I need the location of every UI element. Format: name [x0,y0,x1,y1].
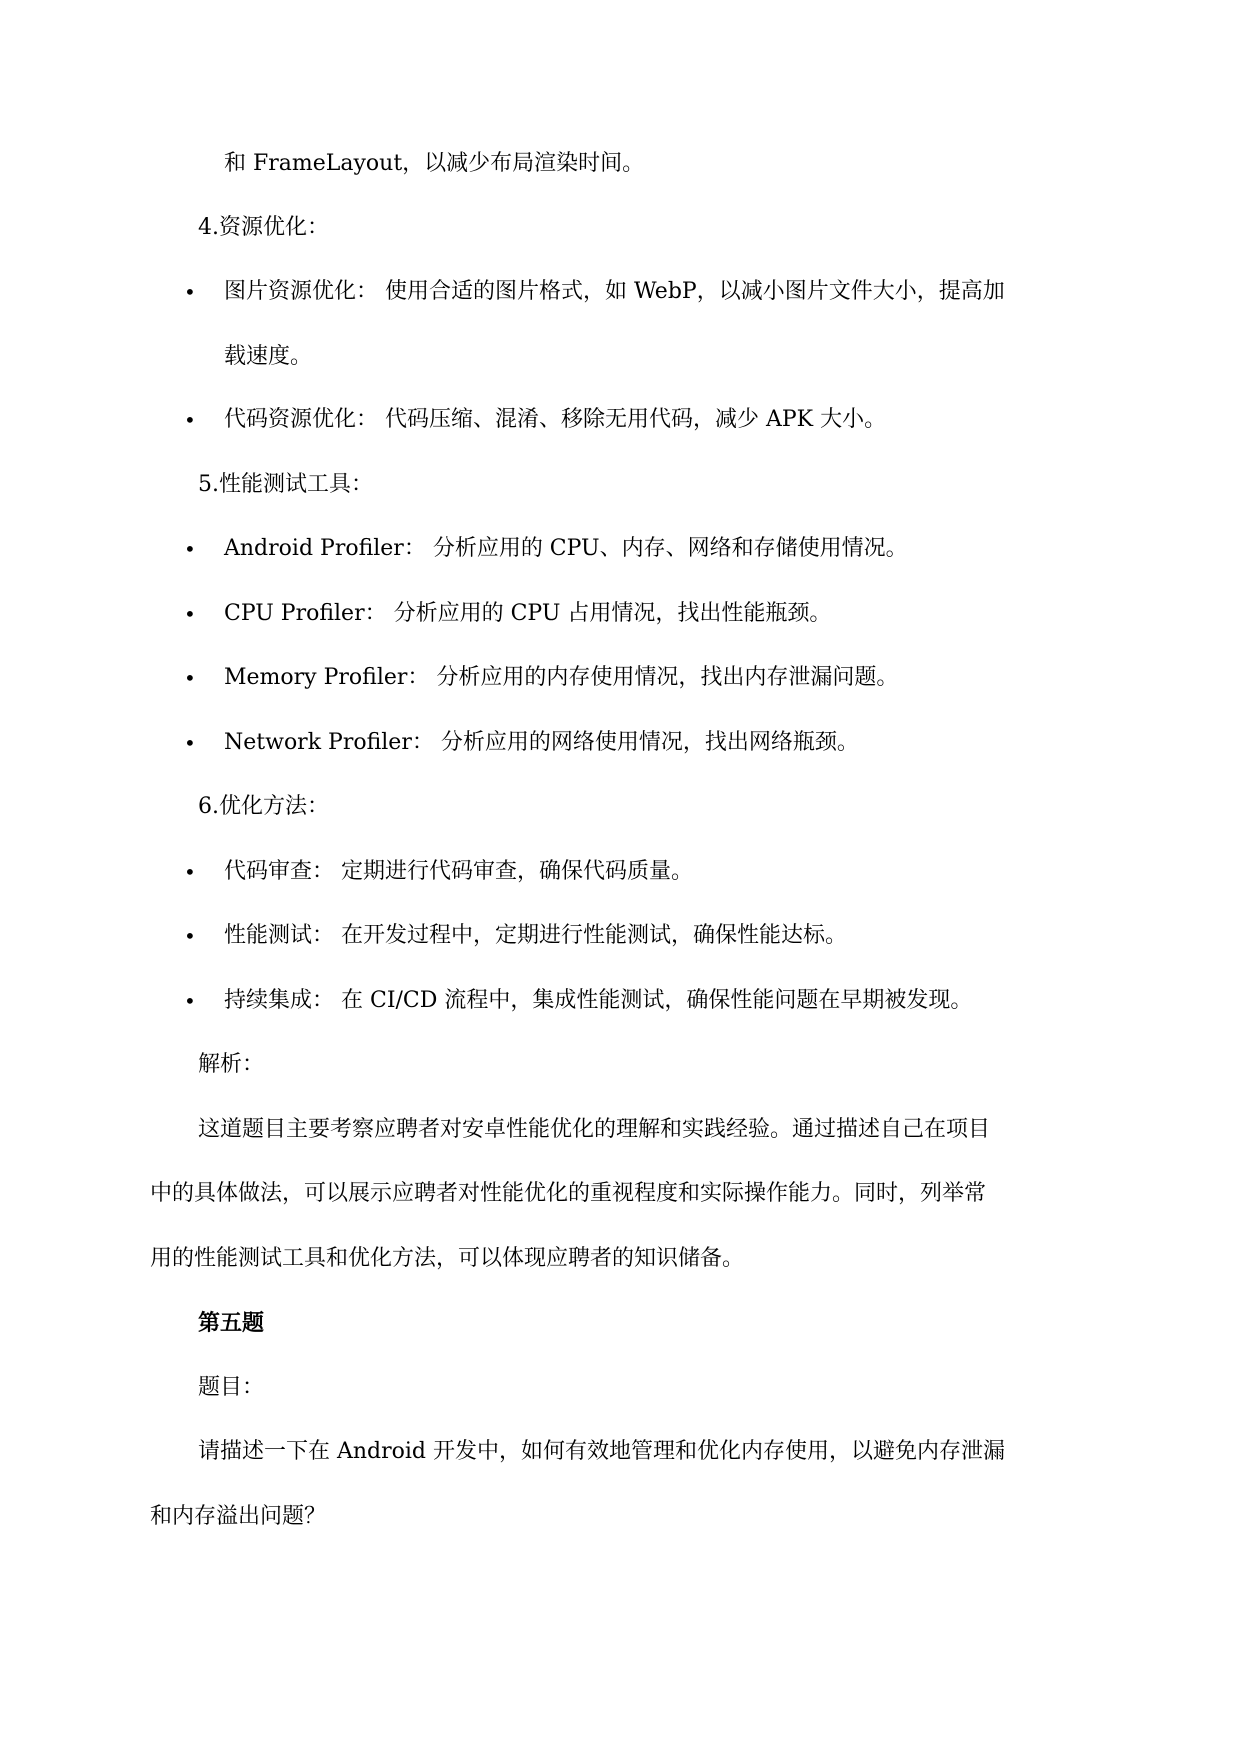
bullet-icon: • [184,666,196,690]
list-item-network-profiler: Network Profiler： 分析应用的网络使用情况，找出网络瓶颈。 [224,730,859,755]
bullet-icon: • [184,537,196,561]
list-item-ci: 持续集成： 在 CI/CD 流程中，集成性能测试，确保性能问题在早期被发现。 [224,988,973,1013]
bullet-icon: • [184,731,196,755]
analysis-paragraph-line: 中的具体做法，可以展示应聘者对性能优化的重视程度和实际操作能力。同时，列举常 [150,1181,987,1206]
question-title: 第五题 [198,1310,265,1336]
list-item-code-review: 代码审查： 定期进行代码审查，确保代码质量。 [224,859,693,884]
bullet-icon: • [184,408,196,432]
question-text-line: 和内存溢出问题？ [150,1504,327,1529]
list-item-image-resource: 图片资源优化： 使用合适的图片格式，如 WebP，以减小图片文件大小，提高加 [224,279,1005,304]
bullet-icon: • [184,280,196,304]
analysis-paragraph-line: 用的性能测试工具和优化方法，可以体现应聘者的知识储备。 [150,1246,745,1271]
bullet-icon: • [184,602,196,626]
list-item-memory-profiler: Memory Profiler： 分析应用的内存使用情况，找出内存泄漏问题。 [224,665,899,690]
section-heading-resource: 4.资源优化： [198,215,329,240]
analysis-paragraph-line: 这道题目主要考察应聘者对安卓性能优化的理解和实践经验。通过描述自己在项目 [198,1117,991,1142]
section-heading-tools: 5.性能测试工具： [198,472,373,497]
list-item-android-profiler: Android Profiler： 分析应用的 CPU、内存、网络和存储使用情况。 [224,536,908,561]
list-item-code-resource: 代码资源优化： 代码压缩、混淆、移除无用代码，减少 APK 大小。 [224,407,887,432]
bullet-icon: • [184,989,196,1013]
section-heading-methods: 6.优化方法： [198,794,329,819]
list-item-image-resource-cont: 载速度。 [224,344,313,369]
bullet-icon: • [184,860,196,884]
analysis-label: 解析： [198,1052,265,1077]
list-item-perf-testing: 性能测试： 在开发过程中，定期进行性能测试，确保性能达标。 [224,923,847,948]
bullet-icon: • [184,924,196,948]
question-label: 题目： [198,1375,265,1400]
question-text-line: 请描述一下在 Android 开发中，如何有效地管理和优化内存使用，以避免内存泄漏 [198,1439,1006,1464]
continuation-line: 和 FrameLayout，以减少布局渲染时间。 [224,151,645,176]
list-item-cpu-profiler: CPU Profiler： 分析应用的 CPU 占用情况，找出性能瓶颈。 [224,601,832,626]
